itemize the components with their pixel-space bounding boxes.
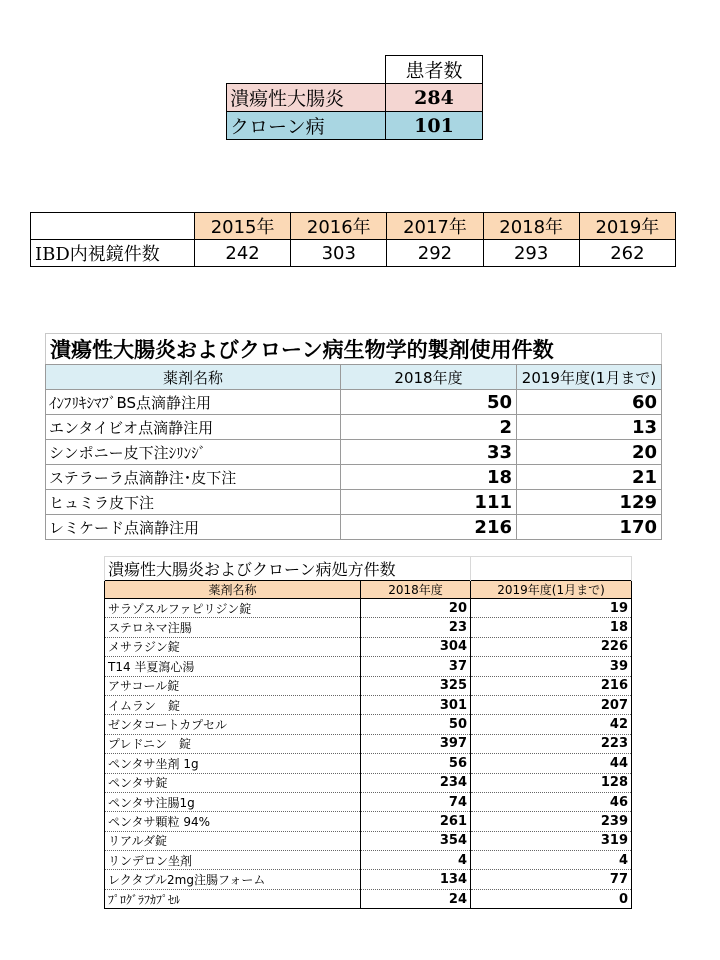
endoscopy-value: 292 (387, 240, 483, 267)
column-header-drug: 薬剤名称 (46, 365, 341, 390)
count-2018: 18 (341, 465, 517, 490)
table-row (46, 490, 662, 515)
count-2018: 23 (361, 618, 471, 637)
count-2019: 19 (471, 599, 632, 618)
table-row (105, 754, 632, 773)
column-header-2019: 2019年度(1月まで) (517, 365, 662, 390)
table-row (46, 515, 662, 540)
table-row (105, 715, 632, 734)
count-2018: 261 (361, 812, 471, 831)
drug-name: ペンタサ坐剤 1g (105, 754, 361, 773)
table-title-row (46, 334, 662, 365)
drug-name: リアルダ錠 (105, 831, 361, 850)
count-2019: 44 (471, 754, 632, 773)
drug-name: ペンタサ顆粒 94% (105, 812, 361, 831)
drug-name: プレドニン 錠 (105, 734, 361, 753)
drug-name: メサラジン錠 (105, 637, 361, 656)
count-2018: 37 (361, 657, 471, 676)
count-2019: 239 (471, 812, 632, 831)
drug-name: T14 半夏瀉心湯 (105, 657, 361, 676)
drug-name: ｲﾝﾌﾘｷｼﾏﾌﾞBS点滴静注用 (46, 390, 341, 415)
table-row (31, 240, 676, 267)
count-2018: 24 (361, 889, 471, 908)
drug-name: イムラン 錠 (105, 695, 361, 714)
column-header-2019: 2019年度(1月まで) (471, 581, 632, 599)
count-2018: 397 (361, 734, 471, 753)
prescription-count-table (104, 556, 632, 909)
count-2018: 304 (361, 637, 471, 656)
table-row (105, 870, 632, 889)
patient-count-table (226, 55, 483, 140)
patient-count-header: 患者数 (386, 56, 483, 84)
count-2018: 325 (361, 676, 471, 695)
drug-name: ペンタサ錠 (105, 773, 361, 792)
table-row (105, 792, 632, 811)
table-row (105, 676, 632, 695)
year-header: 2018年 (483, 213, 579, 240)
table-header-row (46, 365, 662, 390)
drug-name: サラゾスルファピリジン錠 (105, 599, 361, 618)
count-2019: 223 (471, 734, 632, 753)
drug-name: ヒュミラ皮下注 (46, 490, 341, 515)
table-row (105, 734, 632, 753)
drug-name: ﾌﾟﾛｸﾞﾗﾌｶﾌﾟｾﾙ (105, 889, 361, 908)
table-row (105, 851, 632, 870)
count-2018: 33 (341, 440, 517, 465)
drug-name: レクタブル2mg注腸フォーム (105, 870, 361, 889)
count-2019: 39 (471, 657, 632, 676)
count-2018: 134 (361, 870, 471, 889)
count-2019: 13 (517, 415, 662, 440)
table-title-row (105, 557, 632, 581)
disease-label: 潰瘍性大腸炎 (227, 84, 386, 112)
count-2019: 77 (471, 870, 632, 889)
table-row (105, 637, 632, 656)
drug-name: ゼンタコートカプセル (105, 715, 361, 734)
column-header-2018: 2018年度 (341, 365, 517, 390)
year-header: 2017年 (387, 213, 483, 240)
table-header-row (31, 213, 676, 240)
year-header: 2019年 (579, 213, 675, 240)
table-row (105, 773, 632, 792)
count-2019: 42 (471, 715, 632, 734)
count-2019: 226 (471, 637, 632, 656)
table-row (227, 112, 483, 140)
table-row (105, 618, 632, 637)
count-2019: 216 (471, 676, 632, 695)
table-row (105, 657, 632, 676)
table-row (227, 84, 483, 112)
count-2019: 129 (517, 490, 662, 515)
count-2018: 50 (341, 390, 517, 415)
count-2019: 18 (471, 618, 632, 637)
table-row (105, 599, 632, 618)
table-row (105, 812, 632, 831)
prescription-table-title: 潰瘍性大腸炎およびクローン病処方件数 (105, 557, 471, 581)
endoscopy-value: 303 (291, 240, 387, 267)
count-2018: 56 (361, 754, 471, 773)
count-2019: 20 (517, 440, 662, 465)
header-blank-cell (227, 56, 386, 84)
year-header: 2016年 (291, 213, 387, 240)
endoscopy-value: 262 (579, 240, 675, 267)
count-2019: 170 (517, 515, 662, 540)
endoscopy-value: 293 (483, 240, 579, 267)
biologics-table-body (46, 390, 662, 540)
year-header: 2015年 (195, 213, 291, 240)
drug-name: レミケード点滴静注用 (46, 515, 341, 540)
count-2018: 20 (361, 599, 471, 618)
table-header-row (105, 581, 632, 599)
patient-count-value: 101 (386, 112, 483, 140)
table-row (46, 465, 662, 490)
title-blank-cell (471, 557, 632, 581)
table-header-row (227, 56, 483, 84)
count-2018: 216 (341, 515, 517, 540)
patient-count-value: 284 (386, 84, 483, 112)
column-header-drug: 薬剤名称 (105, 581, 361, 599)
table-row (105, 831, 632, 850)
count-2018: 74 (361, 792, 471, 811)
count-2019: 128 (471, 773, 632, 792)
drug-name: ステラーラ点滴静注･皮下注 (46, 465, 341, 490)
count-2018: 301 (361, 695, 471, 714)
count-2018: 2 (341, 415, 517, 440)
count-2018: 50 (361, 715, 471, 734)
table-row (46, 440, 662, 465)
biologics-usage-table (45, 333, 662, 540)
drug-name: リンデロン坐剤 (105, 851, 361, 870)
count-2019: 46 (471, 792, 632, 811)
count-2019: 4 (471, 851, 632, 870)
count-2019: 60 (517, 390, 662, 415)
prescription-table-body (105, 599, 632, 909)
endoscopy-count-table (30, 212, 676, 267)
count-2018: 234 (361, 773, 471, 792)
table-row (46, 390, 662, 415)
drug-name: アサコール錠 (105, 676, 361, 695)
table-row (105, 695, 632, 714)
endoscopy-value: 242 (195, 240, 291, 267)
count-2019: 21 (517, 465, 662, 490)
count-2019: 0 (471, 889, 632, 908)
count-2019: 207 (471, 695, 632, 714)
table-row (105, 889, 632, 908)
disease-label: クローン病 (227, 112, 386, 140)
drug-name: シンポニー皮下注ｼﾘﾝｼﾞ (46, 440, 341, 465)
table-row (46, 415, 662, 440)
drug-name: ステロネマ注腸 (105, 618, 361, 637)
endoscopy-label: IBD内視鏡件数 (31, 240, 195, 267)
header-blank-cell (31, 213, 195, 240)
column-header-2018: 2018年度 (361, 581, 471, 599)
count-2019: 319 (471, 831, 632, 850)
count-2018: 111 (341, 490, 517, 515)
biologics-table-title: 潰瘍性大腸炎およびクローン病生物学的製剤使用件数 (46, 334, 662, 365)
drug-name: エンタイビオ点滴静注用 (46, 415, 341, 440)
count-2018: 354 (361, 831, 471, 850)
count-2018: 4 (361, 851, 471, 870)
drug-name: ペンタサ注腸1g (105, 792, 361, 811)
